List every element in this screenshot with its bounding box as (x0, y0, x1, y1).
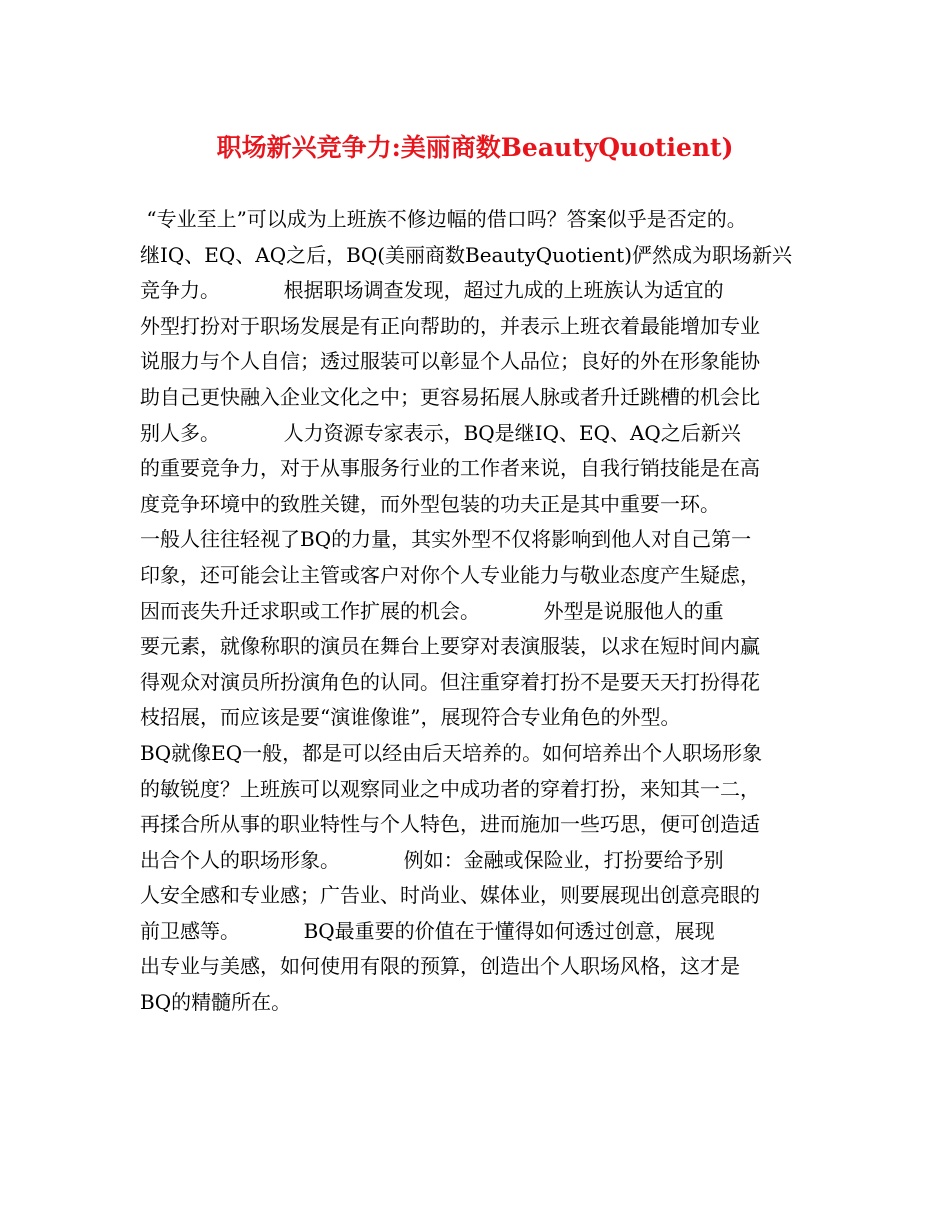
body-line: 出专业与美感，如何使用有限的预算，创造出个人职场风格，这才是 (140, 954, 740, 979)
body-line: 前卫感等。 BQ最重要的价值在于懂得如何透过创意，展现 (140, 918, 715, 943)
body-line: BQ就像EQ一般，都是可以经由后天培养的。如何培养出个人职场形象 (140, 740, 763, 765)
body-line: 枝招展，而应该是要“演谁像谁”，展现符合专业角色的外型。 (140, 705, 681, 730)
body-line: “专业至上”可以成为上班族不修边幅的借口吗？答案似乎是否定的。 (140, 207, 747, 231)
body-line: 外型打扮对于职场发展是有正向帮助的，并表示上班衣着最能增加专业 (140, 313, 760, 338)
body-line: 别人多。 人力资源专家表示，BQ是继IQ、EQ、AQ之后新兴 (140, 420, 741, 445)
body-line: BQ的精髓所在。 (140, 990, 292, 1015)
body-line: 助自己更快融入企业文化之中；更容易拓展人脉或者升迁跳槽的机会比 (140, 384, 760, 409)
body-line: 印象，还可能会让主管或客户对你个人专业能力与敬业态度产生疑虑， (140, 562, 760, 587)
body-line: 的敏锐度？上班族可以观察同业之中成功者的穿着打扮，来知其一二， (140, 776, 760, 801)
body-line: 的重要竞争力，对于从事服务行业的工作者来说，自我行销技能是在高 (140, 456, 760, 481)
body-line: 一般人往往轻视了BQ的力量，其实外型不仅将影响到他人对自己第一 (140, 527, 752, 552)
body-line: 再揉合所从事的职业特性与个人特色，进而施加一些巧思，便可创造适 (140, 812, 760, 837)
body-line: 说服力与个人自信；透过服装可以彰显个人品位；良好的外在形象能协 (140, 349, 760, 374)
body-line: 竞争力。 根据职场调查发现，超过九成的上班族认为适宜的 (140, 278, 724, 303)
body-line: 得观众对演员所扮演角色的认同。但注重穿着打扮不是要天天打扮得花 (140, 669, 760, 694)
document-body (140, 202, 820, 1021)
document-title: 职场新兴竞争力:美丽商数BeautyQuotient) (216, 133, 734, 162)
body-line: 要元素，就像称职的演员在舞台上要穿对表演服装，以求在短时间内赢 (140, 634, 760, 659)
body-line: 继IQ、EQ、AQ之后，BQ(美丽商数BeautyQuotient)俨然成为职场新兴 (140, 242, 793, 267)
body-line: 度竞争环境中的致胜关键，而外型包装的功夫正是其中重要一环。 (140, 491, 720, 516)
body-line: 出合个人的职场形象。 例如：金融或保险业，打扮要给予别 (140, 847, 724, 872)
body-line: 因而丧失升迁求职或工作扩展的机会。 外型是说服他人的重 (140, 598, 724, 623)
body-line: 人安全感和专业感；广告业、时尚业、媒体业，则要展现出创意亮眼的 (140, 883, 760, 908)
